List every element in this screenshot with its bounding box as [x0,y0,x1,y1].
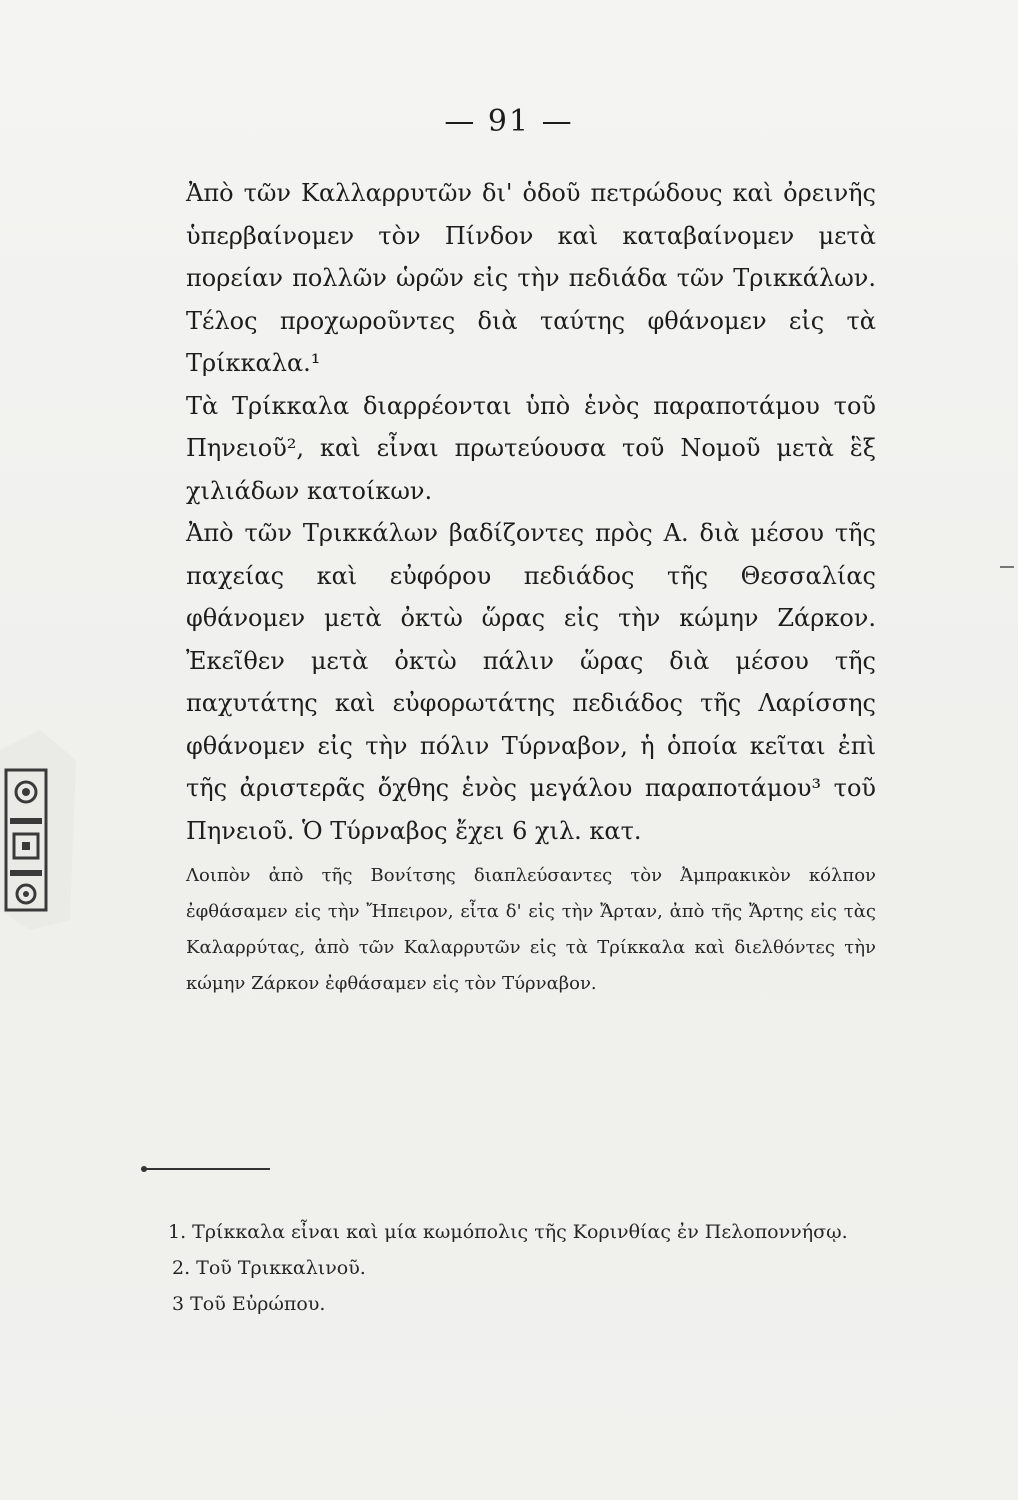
footnotes [168,1214,878,1322]
library-stamp-icon [0,730,76,930]
footnote: 1. Τρίκκαλα εἶναι καὶ μία κωμόπολις τῆς Κορινθίας ἐν Πελοποννήσῳ. [168,1221,848,1243]
margin-mark [1000,566,1014,568]
main-text [186,172,876,852]
paragraph: Ἀπὸ τῶν Τρικκάλων βαδίζοντες πρὸς Α. διὰ μέσου τῆς παχείας καὶ εὐφόρου πεδιάδος τῆς Θεσσαλίας φθάνομεν μετὰ ὀκτὼ ὥρας εἰς τὴν κώμην Ζάρκον. Ἐκεῖθεν μετὰ ὀκτὼ πάλιν ὥρας διὰ μέσου τῆς παχυτάτης καὶ εὐφορωτάτης πεδιάδος τῆς Λαρίσσης φθάνομεν εἰς τὴν πόλιν Τύρναβον, ἡ ὁποία κεῖται ἐπὶ τῆς ἀριστερᾶς ὄχθης ἑνὸς μεγάλου παραποτάμου³ τοῦ Πηνειοῦ. Ὁ Τύρναβος ἔχει 6 χιλ. κατ. [186,519,876,845]
footnote: 2. Τοῦ Τρικκαλινοῦ. [172,1257,366,1279]
summary-paragraph: Λοιπὸν ἀπὸ τῆς Βονίτσης διαπλεύσαντες τὸν Ἀμπρακικὸν κόλπον ἐφθάσαμεν εἰς τὴν Ἤπειρον, εἶτα δ' εἰς τὴν Ἄρταν, ἀπὸ τῆς Ἄρτης εἰς τὰς Καλαρρύτας, ἀπὸ τῶν Καλαρρυτῶν εἰς τὰ Τρίκκαλα καὶ διελθόντες τὴν κώμην Ζάρκον ἐφθάσαμεν εἰς τὸν Τύρναβον. [186,865,876,994]
paragraph: Τὰ Τρίκκαλα διαρρέονται ὑπὸ ἑνὸς παραποτάμου τοῦ Πηνειοῦ², καὶ εἶναι πρωτεύουσα τοῦ Νομοῦ μετὰ ἓξ χιλιάδων κατοίκων. [186,391,876,505]
paragraph: Ἀπὸ τῶν Καλλαρρυτῶν δι' ὁδοῦ πετρώδους καὶ ὀρεινῆς ὑπερβαίνομεν τὸν Πίνδον καὶ καταβαίνομεν μετὰ πορείαν πολλῶν ὡρῶν εἰς τὴν πεδιάδα τῶν Τρικκάλων. Τέλος προχωροῦντες διὰ ταύτης φθάνομεν εἰς τὰ Τρίκκαλα.¹ [186,179,876,377]
footnote: 3 Τοῦ Εὐρώπου. [172,1293,326,1315]
page-number: — 91 — [444,104,574,139]
footnote-divider [144,1168,270,1170]
